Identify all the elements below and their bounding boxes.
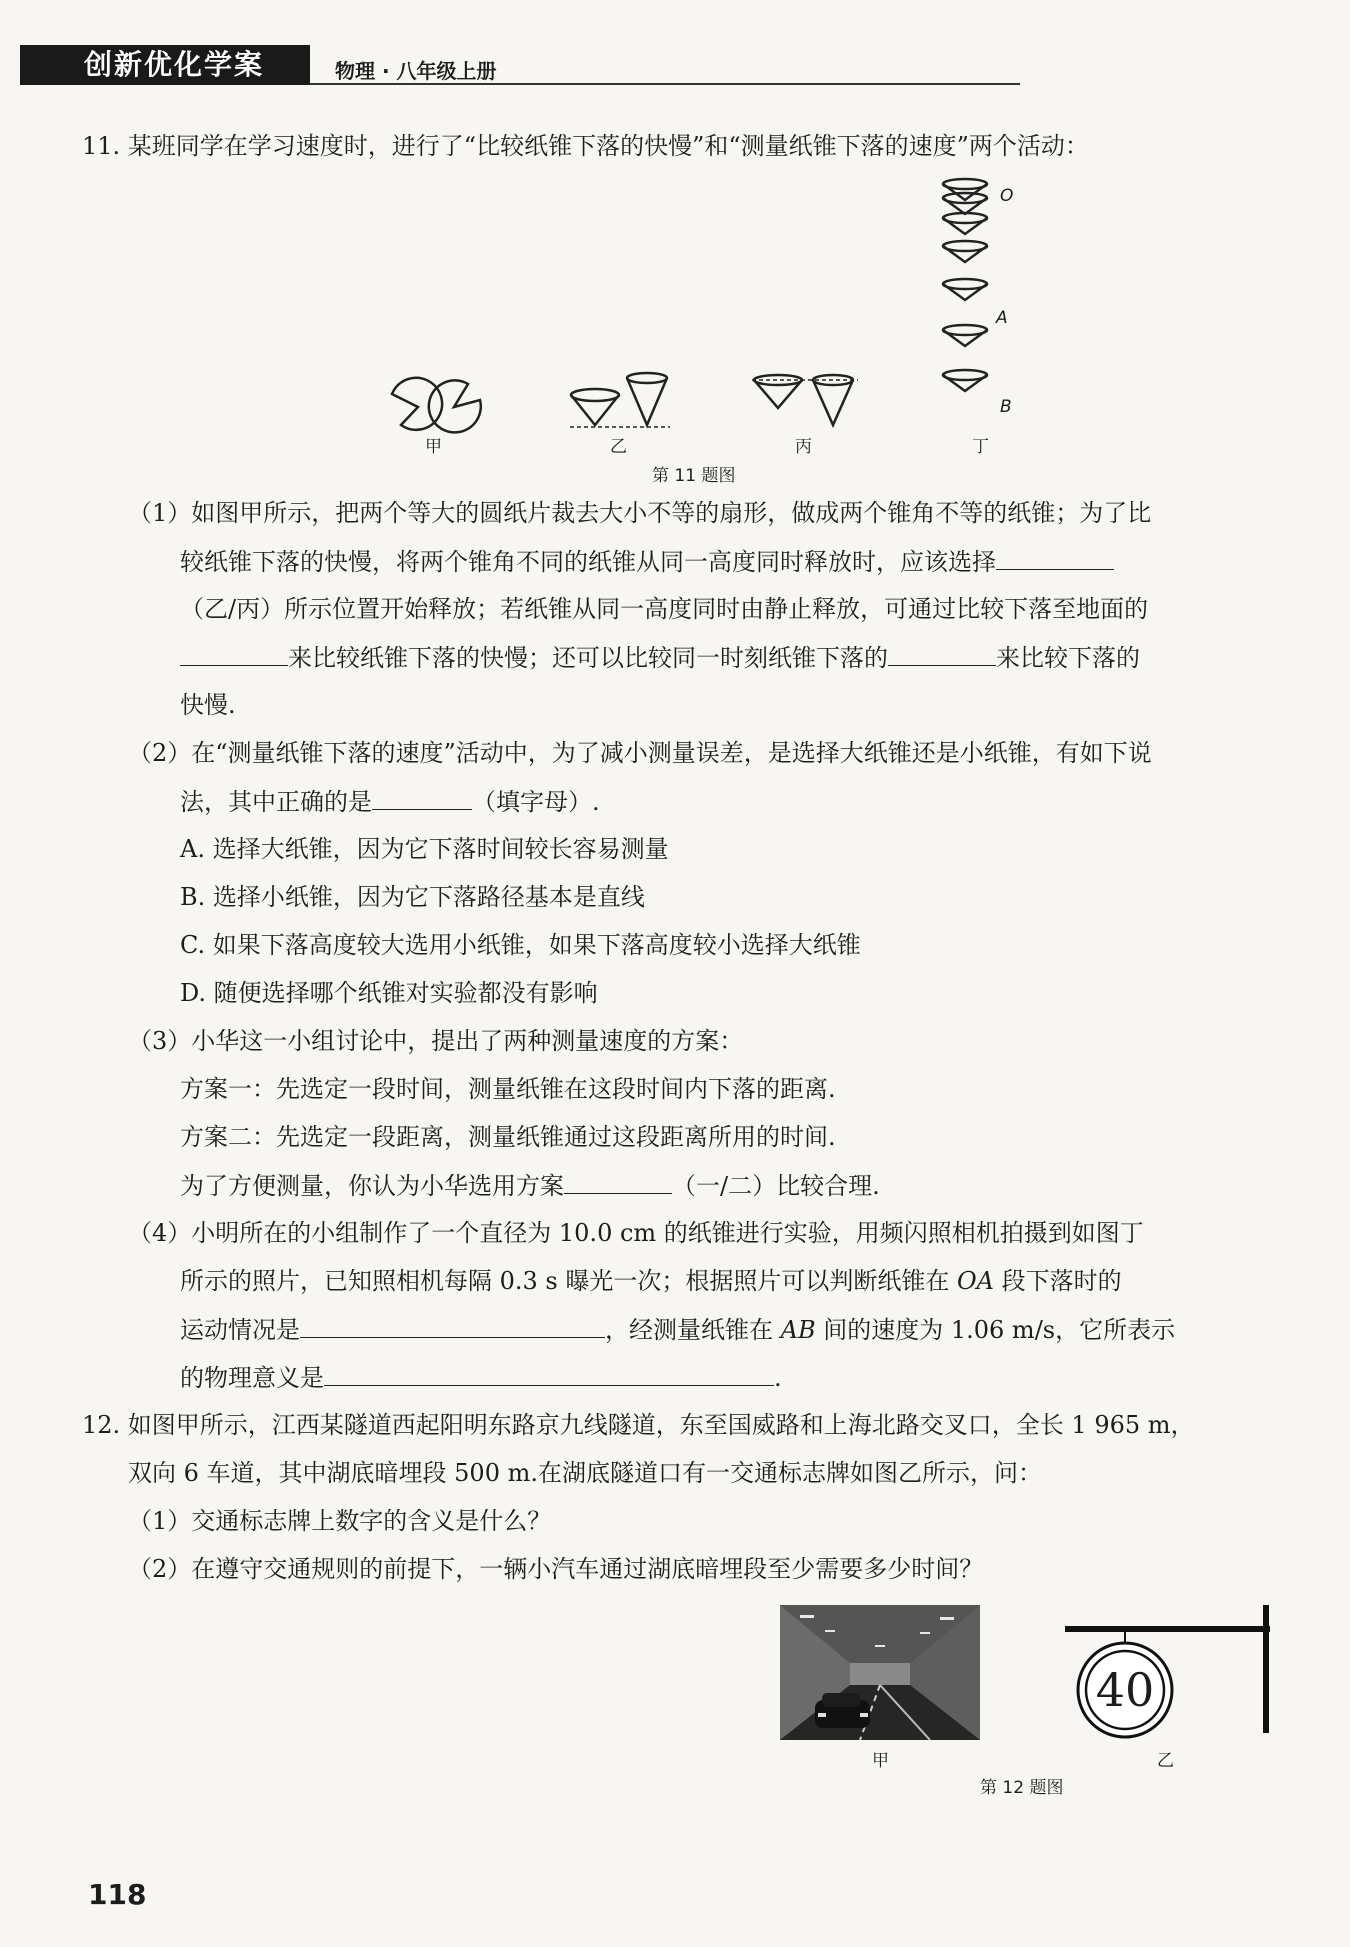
fig11-label-a: A [996, 308, 1008, 328]
q11-p1-line1: （1）如图甲所示，把两个等大的圆纸片裁去大小不等的扇形，做成两个锥角不等的纸锥；为了比 [128, 499, 1152, 527]
answer-blank[interactable] [324, 1361, 774, 1386]
fig11-label-jia: 甲 [425, 437, 442, 457]
q11-p3-line2: 方案一：先选定一段时间，测量纸锥在这段时间内下落的距离. [180, 1075, 836, 1103]
subject-label: 物理 · 八年级上册 [335, 59, 497, 83]
q11-p3-line1: （3）小华这一小组讨论中，提出了两种测量速度的方案： [128, 1027, 744, 1055]
speed-limit-value: 40 [1095, 1663, 1155, 1717]
fig-ding-strobe-cones [943, 179, 987, 391]
fig12-label-jia: 甲 [872, 1751, 889, 1771]
answer-blank[interactable] [888, 641, 996, 666]
q11-option-a: A. 选择大纸锥，因为它下落时间较长容易测量 [180, 835, 669, 863]
q11-p2-line1: （2）在“测量纸锥下落的速度”活动中，为了减小测量误差，是选择大纸锥还是小纸锥，有如下说 [128, 739, 1152, 767]
answer-blank[interactable] [180, 641, 288, 666]
figure-11 [360, 170, 1040, 470]
fig11-caption: 第 11 题图 [652, 466, 736, 486]
q11-p3-line3: 方案二：先选定一段距离，测量纸锥通过这段距离所用的时间. [180, 1123, 836, 1151]
q11-p3-line4: 为了方便测量，你认为小华选用方案 （一/二）比较合理. [180, 1169, 880, 1202]
fig-bing-cones [752, 375, 858, 425]
q11-p1-line4: 来比较纸锥下落的快慢；还可以比较同一时刻纸锥下落的 来比较下落的 [180, 641, 1140, 674]
q11-p4-line1: （4）小明所在的小组制作了一个直径为 10.0 cm 的纸锥进行实验，用频闪照相机拍摄到如图丁 [128, 1219, 1144, 1247]
brand-banner: 创新优化学案 [20, 45, 310, 85]
q11-p1-line5: 快慢. [180, 691, 236, 719]
fig11-label-ding: 丁 [972, 437, 989, 457]
q12-line1: 12. 如图甲所示，江西某隧道西起阳明东路京九线隧道，东至国威路和上海北路交叉口，全长 1 965 m， [82, 1411, 1195, 1439]
q11-p1-line2: 较纸锥下落的快慢，将两个锥角不同的纸锥从同一高度同时释放时，应该选择 [180, 545, 1114, 578]
q11-p1-line3: （乙/丙）所示位置开始释放；若纸锥从同一高度同时由静止释放，可通过比较下落至地面的 [180, 595, 1149, 623]
q11-p4-line3: 运动情况是 ，经测量纸锥在 AB 间的速度为 1.06 m/s，它所表示 [180, 1313, 1175, 1346]
q12-line2: 双向 6 车道，其中湖底暗埋段 500 m.在湖底隧道口有一交通标志牌如图乙所示，问： [128, 1459, 1042, 1487]
header-rule [310, 83, 1020, 85]
fig12-caption: 第 12 题图 [980, 1778, 1064, 1798]
fig12-label-yi: 乙 [1157, 1751, 1174, 1771]
q11-option-b: B. 选择小纸锥，因为它下落路径基本是直线 [180, 883, 645, 911]
fig-yi-cones [570, 373, 670, 427]
fig-jia-paper-circles [392, 378, 481, 433]
page-number: 118 [88, 1878, 147, 1911]
q11-stem: 11. 某班同学在学习速度时，进行了“比较纸锥下落的快慢”和“测量纸锥下落的速度”两个活动： [82, 132, 1089, 160]
fig11-label-yi: 乙 [610, 437, 627, 457]
tunnel-photo [780, 1605, 980, 1740]
q11-option-d: D. 随便选择哪个纸锥对实验都没有影响 [180, 979, 598, 1007]
fig11-label-o: O [1000, 186, 1014, 206]
fig11-label-b: B [1000, 397, 1012, 417]
q11-p2-line2: 法，其中正确的是 （填字母）. [180, 785, 600, 818]
q12-sub2: （2）在遵守交通规则的前提下，一辆小汽车通过湖底暗埋段至少需要多少时间？ [128, 1555, 984, 1583]
answer-blank[interactable] [300, 1313, 605, 1338]
answer-blank[interactable] [996, 545, 1114, 570]
q11-p4-line2: 所示的照片，已知照相机每隔 0.3 s 曝光一次；根据照片可以判断纸锥在 OA 段下落时的 [180, 1267, 1122, 1295]
answer-blank[interactable] [372, 785, 472, 810]
answer-blank[interactable] [564, 1169, 672, 1194]
q11-p4-line4: 的物理意义是 . [180, 1361, 782, 1394]
q11-option-c: C. 如果下落高度较大选用小纸锥，如果下落高度较小选择大纸锥 [180, 931, 861, 959]
page-header [20, 45, 1020, 87]
fig11-label-bing: 丙 [795, 437, 812, 457]
q12-sub1: （1）交通标志牌上数字的含义是什么？ [128, 1507, 552, 1535]
